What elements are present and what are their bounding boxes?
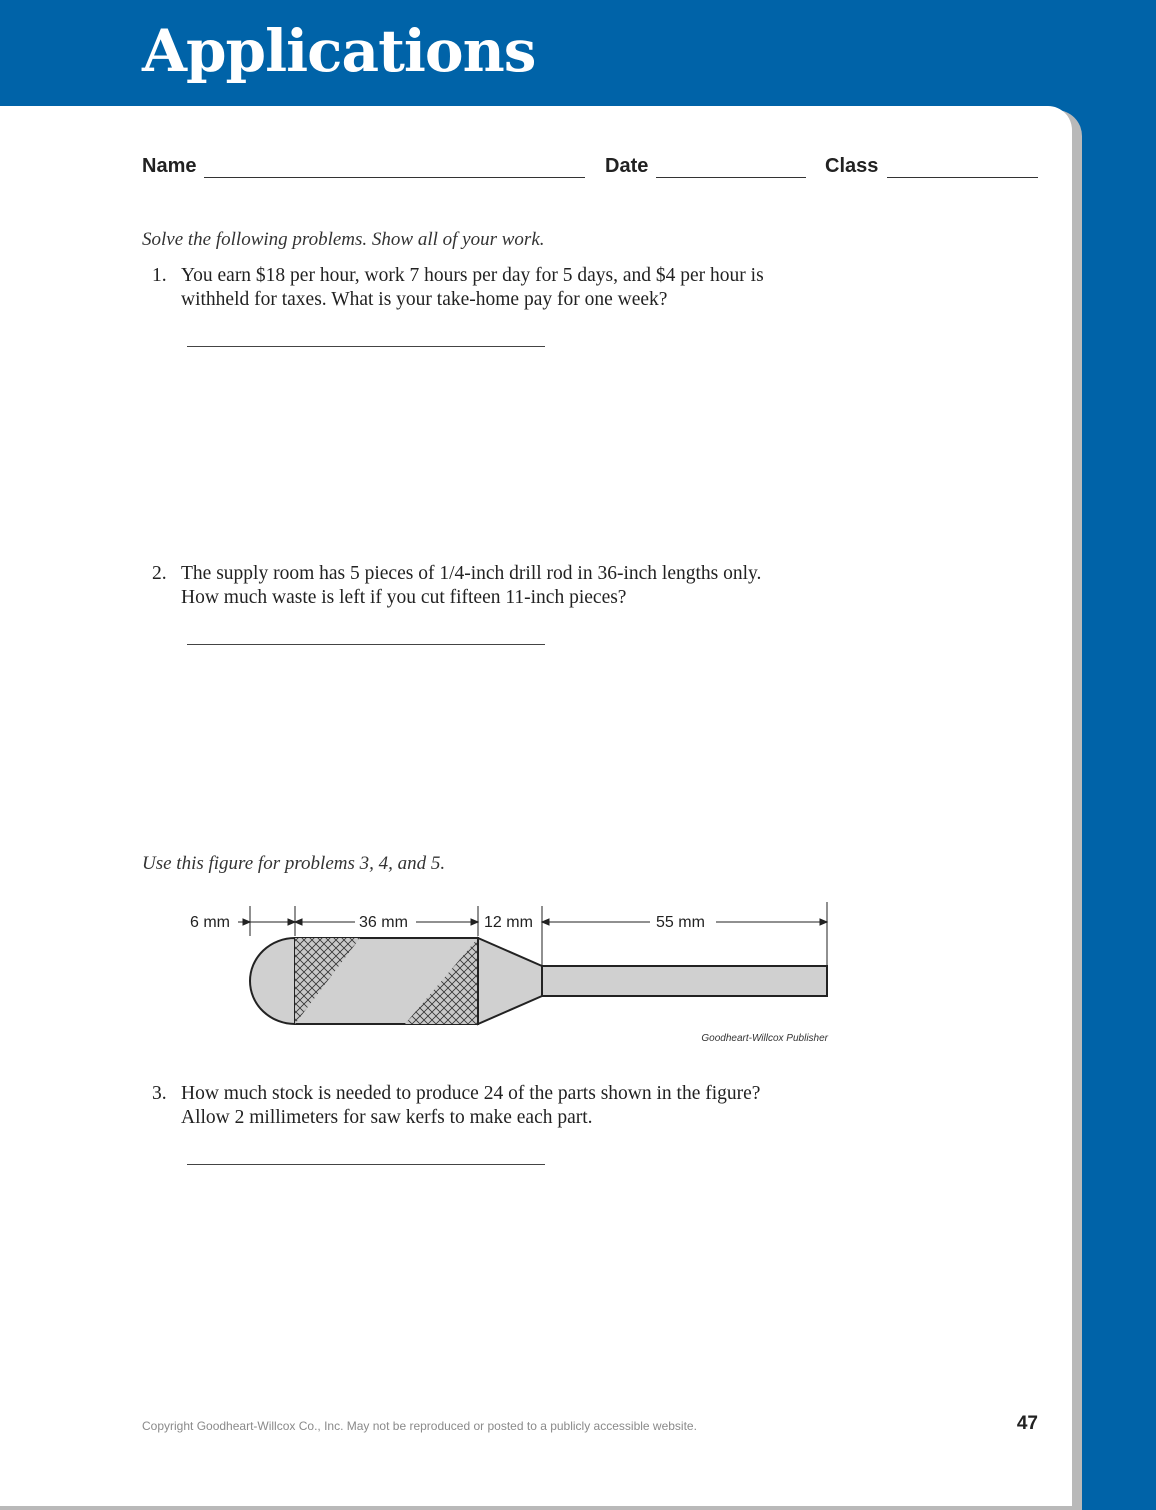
- answer-line-1[interactable]: [187, 346, 545, 347]
- general-instructions: Solve the following problems. Show all of your work.: [142, 229, 545, 250]
- copyright-notice: Copyright Goodheart-Willcox Co., Inc. May not be reproduced or posted to a publicly accessible website.: [142, 1419, 697, 1433]
- problem-line: The supply room has 5 pieces of 1/4-inch drill rod in 36-inch lengths only.: [181, 563, 762, 584]
- part-diagram: [180, 896, 840, 1051]
- figure-instructions: Use this figure for problems 3, 4, and 5.: [142, 853, 446, 874]
- rounded-end: [250, 938, 295, 1024]
- shank: [542, 966, 827, 996]
- dimension-label-36mm: 36 mm: [359, 914, 408, 931]
- figure-credit: Goodheart-Willcox Publisher: [701, 1033, 828, 1044]
- taper: [478, 938, 542, 1024]
- page-title: Applications: [142, 17, 536, 85]
- problem-number: 2.: [152, 563, 167, 584]
- problem-line: withheld for taxes. What is your take-home pay for one week?: [181, 289, 668, 310]
- dimension-label-12mm: 12 mm: [484, 914, 533, 931]
- date-label: Date: [605, 155, 649, 177]
- dimension-label-6mm: 6 mm: [190, 914, 230, 931]
- problem-line: You earn $18 per hour, work 7 hours per day for 5 days, and $4 per hour is: [181, 265, 764, 286]
- class-field[interactable]: [887, 177, 1038, 178]
- problem-text: [181, 1082, 861, 1130]
- problem-text: [181, 264, 861, 312]
- problem-line: How much waste is left if you cut fifteen 11-inch pieces?: [181, 587, 627, 608]
- problem-line: How much stock is needed to produce 24 of the parts shown in the figure?: [181, 1083, 761, 1104]
- worksheet-page: [0, 106, 1072, 1506]
- name-label: Name: [142, 155, 197, 177]
- class-label: Class: [825, 155, 879, 177]
- student-info-row: [142, 155, 1038, 183]
- problem-number: 1.: [152, 265, 167, 286]
- part-figure: [180, 896, 840, 1056]
- problem-number: 3.: [152, 1083, 167, 1104]
- date-field[interactable]: [656, 177, 806, 178]
- problem-text: [181, 562, 861, 610]
- problem-line: Allow 2 millimeters for saw kerfs to make each part.: [181, 1107, 593, 1128]
- answer-line-2[interactable]: [187, 644, 545, 645]
- name-field[interactable]: [204, 177, 585, 178]
- answer-line-3[interactable]: [187, 1164, 545, 1165]
- page-number: 47: [1016, 1413, 1038, 1434]
- dimension-label-55mm: 55 mm: [656, 914, 705, 931]
